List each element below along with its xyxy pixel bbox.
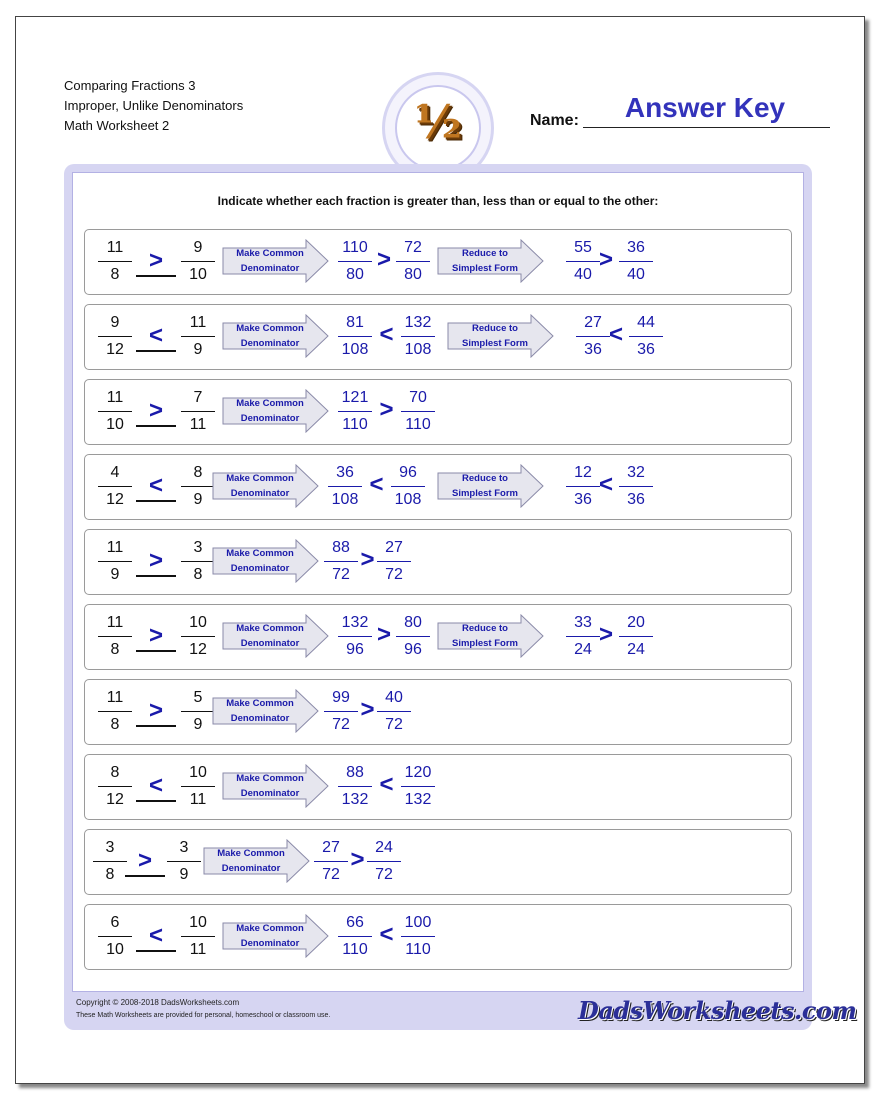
first-fraction-numerator: 8 — [110, 764, 120, 781]
reduce-arrow-label-line2: Simplest Form — [462, 338, 528, 349]
common-denominator-arrow — [203, 839, 311, 883]
reduced-fraction-2-denominator: 36 — [637, 341, 655, 358]
common-fraction-2-bar — [401, 786, 435, 787]
common-fraction-2-denominator: 80 — [404, 266, 422, 283]
common-fraction-2-bar — [401, 336, 435, 337]
common-fraction-1 — [323, 687, 359, 736]
first-fraction-denominator: 10 — [106, 941, 124, 958]
reduced-fraction-2-bar — [619, 486, 653, 487]
common-denominator-arrow-label-line2: Denominator — [240, 338, 300, 349]
first-fraction — [97, 387, 133, 436]
reduced-fraction-1-numerator: 55 — [574, 239, 592, 256]
common-fraction-2-numerator: 70 — [409, 389, 427, 406]
second-fraction-denominator: 9 — [193, 716, 203, 733]
second-fraction-bar — [181, 786, 215, 787]
common-denominator-arrow-label — [212, 471, 308, 501]
first-fraction-bar — [98, 261, 132, 262]
first-fraction-bar — [98, 561, 132, 562]
first-fraction-denominator: 12 — [106, 341, 124, 358]
second-fraction-numerator: 3 — [179, 839, 189, 856]
common-denominator-arrow-label — [222, 771, 318, 801]
answer-blank — [136, 800, 176, 802]
common-denominator-arrow — [212, 689, 320, 733]
common-fraction-1-bar — [338, 411, 372, 412]
second-fraction — [166, 837, 202, 886]
answer-symbol: > — [148, 247, 163, 274]
second-fraction-denominator: 11 — [189, 791, 207, 808]
reduced-fraction-2-numerator: 44 — [637, 314, 655, 331]
common-denominator-arrow — [222, 239, 330, 283]
common-fraction-2-denominator: 132 — [404, 791, 432, 808]
reduced-fraction-2-denominator: 24 — [627, 641, 645, 658]
reduced-comparison-symbol: > — [598, 246, 613, 273]
common-fraction-2-numerator: 40 — [385, 689, 403, 706]
common-comparison-symbol: > — [376, 621, 391, 648]
common-denominator-arrow-label-line1: Make Common — [236, 248, 304, 259]
reduced-fraction-2-bar — [619, 636, 653, 637]
first-fraction-bar — [98, 336, 132, 337]
first-fraction-numerator: 11 — [106, 389, 124, 406]
answer-symbol: > — [148, 397, 163, 424]
first-fraction-numerator: 4 — [110, 464, 120, 481]
common-denominator-arrow-label-line2: Denominator — [240, 638, 300, 649]
reduce-arrow-label-line2: Simplest Form — [452, 263, 518, 274]
first-fraction-numerator: 9 — [110, 314, 120, 331]
common-denominator-arrow-label-line2: Denominator — [221, 863, 281, 874]
answer-blank — [136, 950, 176, 952]
name-field-line — [583, 127, 830, 128]
common-denominator-arrow-label-line1: Make Common — [236, 923, 304, 934]
common-fraction-2-numerator: 96 — [399, 464, 417, 481]
first-fraction — [92, 837, 128, 886]
common-fraction-1 — [337, 912, 373, 961]
second-fraction-denominator: 9 — [193, 491, 203, 508]
first-fraction-denominator: 9 — [110, 566, 120, 583]
second-fraction — [180, 312, 216, 361]
answer-symbol: < — [148, 922, 163, 949]
common-fraction-2-bar — [401, 936, 435, 937]
common-fraction-2-numerator: 100 — [404, 914, 432, 931]
common-fraction-2-denominator: 110 — [405, 416, 431, 433]
common-fraction-1-bar — [338, 636, 372, 637]
reduced-fraction-1-denominator: 40 — [574, 266, 592, 283]
first-fraction-numerator: 6 — [110, 914, 120, 931]
common-fraction-2-numerator: 132 — [404, 314, 432, 331]
answer-blank — [136, 500, 176, 502]
common-denominator-arrow-label — [222, 246, 318, 276]
common-denominator-arrow-label-line1: Make Common — [236, 398, 304, 409]
common-fraction-2 — [400, 762, 436, 811]
common-fraction-2-numerator: 24 — [375, 839, 393, 856]
reduced-comparison-symbol: < — [608, 321, 623, 348]
copyright-text: Copyright © 2008-2018 DadsWorksheets.com — [76, 998, 240, 1007]
common-comparison-symbol: > — [360, 696, 375, 723]
common-denominator-arrow — [222, 314, 330, 358]
common-fraction-2-numerator: 72 — [404, 239, 422, 256]
common-fraction-2-bar — [391, 486, 425, 487]
reduced-fraction-1-denominator: 36 — [584, 341, 602, 358]
common-fraction-2-bar — [367, 861, 401, 862]
second-fraction-bar — [181, 936, 215, 937]
first-fraction-bar — [98, 411, 132, 412]
second-fraction — [180, 537, 216, 586]
common-fraction-1-numerator: 36 — [336, 464, 354, 481]
second-fraction-bar — [167, 861, 201, 862]
second-fraction — [180, 687, 216, 736]
reduced-fraction-2 — [618, 612, 654, 661]
usage-notice: These Math Worksheets are provided for personal, homeschool or classroom use. — [76, 1012, 331, 1019]
second-fraction-bar — [181, 561, 215, 562]
common-denominator-arrow — [212, 539, 320, 583]
common-fraction-2-denominator: 72 — [385, 716, 403, 733]
second-fraction-denominator: 11 — [189, 416, 207, 433]
common-fraction-2 — [395, 237, 431, 286]
common-denominator-arrow-label — [212, 546, 308, 576]
common-fraction-1-bar — [338, 786, 372, 787]
common-fraction-1-numerator: 132 — [341, 614, 369, 631]
second-fraction-denominator: 9 — [193, 341, 203, 358]
common-fraction-2 — [376, 537, 412, 586]
common-denominator-arrow-label-line2: Denominator — [240, 788, 300, 799]
answer-symbol: < — [148, 472, 163, 499]
common-denominator-arrow-label — [222, 921, 318, 951]
common-fraction-1-numerator: 110 — [342, 239, 368, 256]
common-fraction-1 — [313, 837, 349, 886]
first-fraction — [97, 237, 133, 286]
common-fraction-1 — [323, 537, 359, 586]
logo-inner-circle — [395, 85, 481, 171]
common-denominator-arrow-label-line1: Make Common — [217, 848, 285, 859]
answer-symbol: < — [148, 322, 163, 349]
second-fraction — [180, 237, 216, 286]
common-denominator-arrow-label-line2: Denominator — [230, 488, 290, 499]
reduce-arrow-label — [437, 621, 533, 651]
common-fraction-2-numerator: 80 — [404, 614, 422, 631]
common-fraction-1-denominator: 110 — [342, 941, 368, 958]
reduced-fraction-1-bar — [566, 261, 600, 262]
second-fraction-numerator: 3 — [193, 539, 203, 556]
common-fraction-1 — [337, 612, 373, 661]
common-fraction-2-bar — [396, 261, 430, 262]
first-fraction-denominator: 8 — [105, 866, 115, 883]
first-fraction-bar — [98, 936, 132, 937]
answer-blank — [136, 350, 176, 352]
reduce-arrow — [437, 614, 545, 658]
common-fraction-1-denominator: 72 — [332, 566, 350, 583]
common-fraction-1-bar — [324, 561, 358, 562]
common-fraction-1-denominator: 108 — [341, 341, 369, 358]
common-fraction-1 — [327, 462, 363, 511]
first-fraction-numerator: 3 — [105, 839, 115, 856]
reduced-comparison-symbol: < — [598, 471, 613, 498]
common-fraction-1-numerator: 27 — [322, 839, 340, 856]
first-fraction — [97, 612, 133, 661]
second-fraction — [180, 612, 216, 661]
first-fraction-bar — [98, 486, 132, 487]
second-fraction-bar — [181, 336, 215, 337]
reduced-comparison-symbol: > — [598, 621, 613, 648]
first-fraction-numerator: 11 — [106, 539, 124, 556]
common-denominator-arrow-label — [222, 396, 318, 426]
reduced-fraction-2-denominator: 40 — [627, 266, 645, 283]
first-fraction-bar — [98, 786, 132, 787]
answer-blank — [136, 650, 176, 652]
common-fraction-2 — [400, 312, 436, 361]
common-fraction-2-bar — [401, 411, 435, 412]
first-fraction — [97, 687, 133, 736]
second-fraction — [180, 912, 216, 961]
first-fraction-denominator: 8 — [110, 716, 120, 733]
common-fraction-1-denominator: 72 — [322, 866, 340, 883]
common-fraction-1-denominator: 132 — [341, 791, 369, 808]
second-fraction-denominator: 11 — [189, 941, 207, 958]
common-fraction-2-numerator: 27 — [385, 539, 403, 556]
common-denominator-arrow-label-line1: Make Common — [236, 773, 304, 784]
common-denominator-arrow — [222, 389, 330, 433]
common-denominator-arrow — [212, 464, 320, 508]
reduce-arrow — [447, 314, 555, 358]
second-fraction-denominator: 9 — [179, 866, 189, 883]
second-fraction-denominator: 10 — [189, 266, 207, 283]
reduced-fraction-2-denominator: 36 — [627, 491, 645, 508]
common-fraction-1-bar — [338, 936, 372, 937]
brand-logo: DadsWorksheets.com — [578, 996, 857, 1025]
reduced-fraction-2-numerator: 36 — [627, 239, 645, 256]
second-fraction — [180, 462, 216, 511]
second-fraction-bar — [181, 261, 215, 262]
reduce-arrow-label-line1: Reduce to — [462, 473, 508, 484]
common-fraction-1-numerator: 81 — [346, 314, 364, 331]
reduce-arrow-label — [437, 246, 533, 276]
reduced-fraction-2 — [618, 462, 654, 511]
common-denominator-arrow — [222, 914, 330, 958]
common-denominator-arrow-label-line1: Make Common — [236, 623, 304, 634]
common-fraction-1 — [337, 237, 373, 286]
second-fraction-numerator: 10 — [189, 764, 207, 781]
second-fraction-numerator: 9 — [193, 239, 203, 256]
second-fraction-bar — [181, 711, 215, 712]
first-fraction — [97, 462, 133, 511]
reduce-arrow-label-line2: Simplest Form — [452, 638, 518, 649]
common-fraction-1-denominator: 80 — [346, 266, 364, 283]
reduced-fraction-1-denominator: 24 — [574, 641, 592, 658]
reduced-fraction-1-denominator: 36 — [574, 491, 592, 508]
common-fraction-1-numerator: 88 — [332, 539, 350, 556]
worksheet-title: Comparing Fractions 3 — [64, 78, 196, 93]
common-denominator-arrow-label-line2: Denominator — [230, 713, 290, 724]
first-fraction-bar — [98, 636, 132, 637]
common-comparison-symbol: < — [379, 321, 394, 348]
common-fraction-2-denominator: 108 — [394, 491, 422, 508]
common-fraction-2 — [400, 387, 436, 436]
answer-blank — [136, 275, 176, 277]
common-fraction-1-denominator: 72 — [332, 716, 350, 733]
reduced-fraction-1-bar — [566, 636, 600, 637]
second-fraction-denominator: 12 — [189, 641, 207, 658]
common-fraction-2-bar — [377, 561, 411, 562]
first-fraction — [97, 312, 133, 361]
common-fraction-1-denominator: 108 — [331, 491, 359, 508]
second-fraction-numerator: 8 — [193, 464, 203, 481]
common-comparison-symbol: < — [369, 471, 384, 498]
reduce-arrow-label-line1: Reduce to — [462, 623, 508, 634]
common-denominator-arrow-label-line2: Denominator — [230, 563, 290, 574]
instructions: Indicate whether each fraction is greater than, less than or equal to the other: — [217, 194, 659, 208]
common-denominator-arrow — [222, 764, 330, 808]
second-fraction-numerator: 5 — [193, 689, 203, 706]
reduce-arrow — [437, 239, 545, 283]
reduced-fraction-2-bar — [619, 261, 653, 262]
common-fraction-2-denominator: 72 — [375, 866, 393, 883]
common-fraction-1-numerator: 88 — [346, 764, 364, 781]
second-fraction-denominator: 8 — [193, 566, 203, 583]
reduce-arrow-label — [447, 321, 543, 351]
first-fraction — [97, 537, 133, 586]
common-fraction-2-denominator: 96 — [404, 641, 422, 658]
first-fraction-numerator: 11 — [106, 239, 124, 256]
common-fraction-1 — [337, 312, 373, 361]
common-fraction-1 — [337, 387, 373, 436]
answer-symbol: > — [148, 622, 163, 649]
common-fraction-2-denominator: 110 — [405, 941, 431, 958]
reduce-arrow-label-line2: Simplest Form — [452, 488, 518, 499]
common-denominator-arrow-label — [222, 321, 318, 351]
first-fraction-denominator: 10 — [106, 416, 124, 433]
common-fraction-1-denominator: 96 — [346, 641, 364, 658]
common-fraction-1-bar — [338, 261, 372, 262]
reduced-fraction-1-bar — [576, 336, 610, 337]
common-comparison-symbol: > — [350, 846, 365, 873]
common-denominator-arrow-label-line1: Make Common — [226, 473, 294, 484]
common-fraction-2 — [390, 462, 426, 511]
first-fraction-numerator: 11 — [106, 689, 124, 706]
common-denominator-arrow-label-line1: Make Common — [226, 698, 294, 709]
first-fraction-bar — [98, 711, 132, 712]
reduce-arrow-label — [437, 471, 533, 501]
first-fraction-bar — [93, 861, 127, 862]
second-fraction-numerator: 10 — [189, 914, 207, 931]
first-fraction-denominator: 12 — [106, 491, 124, 508]
common-denominator-arrow-label-line2: Denominator — [240, 938, 300, 949]
common-denominator-arrow-label — [212, 696, 308, 726]
common-denominator-arrow-label-line2: Denominator — [240, 263, 300, 274]
answer-symbol: > — [148, 697, 163, 724]
common-fraction-2-numerator: 120 — [404, 764, 432, 781]
first-fraction-denominator: 8 — [110, 641, 120, 658]
answer-blank — [136, 425, 176, 427]
answer-blank — [136, 725, 176, 727]
second-fraction — [180, 387, 216, 436]
common-denominator-arrow-label — [203, 846, 299, 876]
common-comparison-symbol: < — [379, 921, 394, 948]
common-fraction-2-bar — [396, 636, 430, 637]
second-fraction — [180, 762, 216, 811]
worksheet-subtitle: Improper, Unlike Denominators — [64, 98, 244, 113]
reduced-fraction-1-bar — [566, 486, 600, 487]
common-fraction-2-denominator: 108 — [404, 341, 432, 358]
common-fraction-1-bar — [324, 711, 358, 712]
second-fraction-bar — [181, 636, 215, 637]
first-fraction-numerator: 11 — [106, 614, 124, 631]
answer-symbol: > — [148, 547, 163, 574]
reduced-fraction-2 — [618, 237, 654, 286]
common-denominator-arrow-label — [222, 621, 318, 651]
name-label: Name: — [530, 112, 579, 129]
common-comparison-symbol: > — [379, 396, 394, 423]
half-logo-glyph: ½ — [414, 95, 462, 149]
second-fraction-numerator: 7 — [193, 389, 203, 406]
common-fraction-1-numerator: 121 — [341, 389, 369, 406]
common-fraction-2-denominator: 72 — [385, 566, 403, 583]
common-fraction-1-bar — [338, 336, 372, 337]
common-fraction-1-denominator: 110 — [342, 416, 368, 433]
common-denominator-arrow-label-line1: Make Common — [236, 323, 304, 334]
common-denominator-arrow-label-line1: Make Common — [226, 548, 294, 559]
second-fraction-bar — [181, 411, 215, 412]
common-fraction-1-bar — [328, 486, 362, 487]
reduce-arrow — [437, 464, 545, 508]
answer-symbol: < — [148, 772, 163, 799]
common-fraction-2 — [366, 837, 402, 886]
common-comparison-symbol: < — [379, 771, 394, 798]
common-fraction-1-numerator: 99 — [332, 689, 350, 706]
common-denominator-arrow-label-line2: Denominator — [240, 413, 300, 424]
answer-key-label: Answer Key — [624, 92, 786, 123]
first-fraction-denominator: 12 — [106, 791, 124, 808]
common-fraction-2 — [376, 687, 412, 736]
reduced-fraction-1-numerator: 27 — [584, 314, 602, 331]
reduce-arrow-label-line1: Reduce to — [462, 248, 508, 259]
first-fraction — [97, 912, 133, 961]
reduced-fraction-2-numerator: 20 — [627, 614, 645, 631]
answer-blank — [125, 875, 165, 877]
second-fraction-bar — [181, 486, 215, 487]
second-fraction-numerator: 10 — [189, 614, 207, 631]
worksheet-number: Math Worksheet 2 — [64, 118, 170, 133]
common-fraction-1-bar — [314, 861, 348, 862]
common-comparison-symbol: > — [376, 246, 391, 273]
common-fraction-2 — [395, 612, 431, 661]
reduced-fraction-2 — [628, 312, 664, 361]
first-fraction — [97, 762, 133, 811]
answer-symbol: > — [137, 847, 152, 874]
reduced-fraction-2-bar — [629, 336, 663, 337]
answer-blank — [136, 575, 176, 577]
reduced-fraction-2-numerator: 32 — [627, 464, 645, 481]
common-denominator-arrow — [222, 614, 330, 658]
reduce-arrow-label-line1: Reduce to — [472, 323, 518, 334]
common-fraction-2-bar — [377, 711, 411, 712]
common-comparison-symbol: > — [360, 546, 375, 573]
common-fraction-1 — [337, 762, 373, 811]
reduced-fraction-1-numerator: 12 — [574, 464, 592, 481]
second-fraction-numerator: 11 — [189, 314, 207, 331]
common-fraction-1-numerator: 66 — [346, 914, 364, 931]
common-fraction-2 — [400, 912, 436, 961]
first-fraction-denominator: 8 — [110, 266, 120, 283]
reduced-fraction-1-numerator: 33 — [574, 614, 592, 631]
